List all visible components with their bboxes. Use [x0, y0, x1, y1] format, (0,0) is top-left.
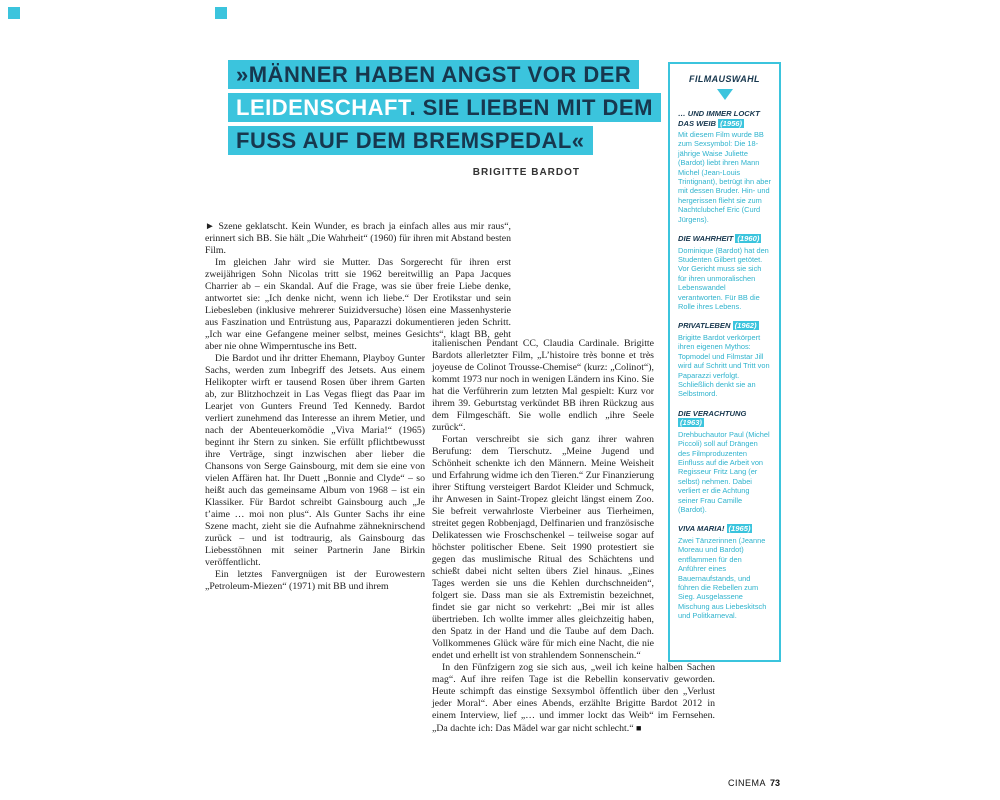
film-title [678, 234, 771, 244]
film-selection-sidebar [668, 62, 781, 662]
article-paragraph: Fortan verschreibt sie sich ganz ihrer wahren Berufung: dem Tierschutz. „Meine Jugend und Schönheit schenkte ich den Männern. Meine Weisheit und Erfahrung widme ich den Tieren.“ Zur Finanzierung ihrer Stiftung versteigert Bardot Kleider und Schmuck, ihr Anwesen in Saint-Tropez gleicht längst einem Zoo. Sie befreit verwahrloste Vierbeiner aus Tierheimen, streitet gegen Robbenjagd, Delfinarien und französische Delikatessen wie Froschschenkel – teilweise sogar auf höchster politischer Ebene. Seit 1990 protestiert sie gegen das muslimische Ritual des Schächtens und schießt dabei nicht selten übers Ziel hinaus. „Eines Tages werden sie uns die Kehlen durchschneiden“, folgert sie. Dass man sie als Extremistin bezeichnet, findet sie gar nicht so verkehrt: „Bei mir ist alles übertrieben. Ich wollte immer alles gleichzeitig haben, den Spatz in der Hand und die Taube auf dem Dach. Vollkommenes Glück wäre für mich eine Nacht, die nie endet und erhellt ist von strahlendem Sonnenschein.“ [432, 434, 655, 661]
film-name: VIVA MARIA! [678, 524, 725, 534]
quote-attribution: BRIGITTE BARDOT [472, 167, 580, 178]
corner-accent-square-left [8, 7, 20, 19]
article-closing-paragraph [432, 662, 715, 735]
pull-quote [228, 60, 653, 178]
quote-text-2: . SIE LIEBEN MIT DEM [409, 95, 653, 120]
article-paragraph: Im gleichen Jahr wird sie Mutter. Das Sorgerecht für ihren erst zweijährigen Sohn Nicolas tritt sie 1962 bereitwillig an Papa Jacques Charrier ab – ein Skandal. Auf die Frage, was sie über freie Liebe denke, antwortet sie: „Ich denke nicht, wenn ich liebe.“ Der Erotikstar und sein Liebesleben (inklusive mehrerer Suizidversuche) lösen eine Massenhysterie aus Faszination und Entrüstung aus, Paparazzi dokumentieren jeden Schritt. „Ich war eine Gefangene meiner selbst, meines Gesichts“, klagt BB, geht aber nie ohne Wimperntusche ins Bett. [205, 257, 511, 352]
film-description: Drehbuchautor Paul (Michel Piccoli) soll auf Drängen des Filmproduzenten Einfluss auf die Arbeit von Regisseur Fritz Lang (er selbst) nehmen. Dabei verliert er die Achtung seiner Frau Camille (Bardot). [678, 429, 770, 514]
quote-text-3: FUSS AUF DEM BREMSPEDAL« [236, 128, 585, 153]
film-year-badge: (1960) [737, 234, 760, 244]
quote-highlight-word: LEIDENSCHAFT [236, 95, 410, 120]
film-name: DIE WAHRHEIT [678, 234, 734, 244]
film-title [678, 109, 771, 128]
quote-text-1: »MÄNNER HABEN ANGST VOR DER [236, 62, 632, 87]
film-entry [678, 409, 771, 515]
page-number: 73 [769, 778, 780, 788]
closing-text: In den Fünfzigern zog sie sich aus, „weil ich keine halben Sachen mag“. Auf ihre reifen Tage ist die Rebellin konservativ geworden. Heute schimpft das einstige Sexsymbol öffentlich über den „Verlust jeder Moral“. Aber eines Abends, erzählte Brigitte Bardot 2012 in einem Interview, lief „… und immer lockt das Weib“ im Fernsehen. „Da dachte ich: Das Mädel war gar nicht schlecht.“ [432, 662, 715, 734]
article-end-mark: ■ [636, 723, 642, 733]
film-name: … UND IMMER LOCKT DAS WEIB [678, 109, 760, 128]
corner-accent-square-inner [215, 7, 227, 19]
film-description: Mit diesem Film wurde BB zum Sexsymbol: Die 18-jährige Waise Juliette (Bardot) liebt ihren Mann Michel (Jean-Louis Trintignant), betrügt ihn aber mit dessen Bruder. Hin- und hergerissen flieht sie zum Nachtclubchef Eric (Curd Jürgens). [678, 130, 771, 224]
film-name: PRIVATLEBEN [678, 321, 731, 331]
film-description: Zwei Tänzerinnen (Jeanne Moreau und Bardot) entflammen für den Anführer eines Bauernaufstands, und führen die Rebellen zum Sieg. Ausgelassene Mischung aus Liebeskitsch und Politkarneval. [678, 535, 767, 621]
film-title [678, 524, 771, 534]
film-year-badge: (1956) [720, 118, 743, 128]
film-entry [678, 109, 771, 224]
film-title [678, 321, 771, 331]
pull-quote-line-3 [228, 126, 593, 155]
film-name: DIE VERACHTUNG [678, 408, 747, 418]
film-entry [678, 234, 771, 311]
magazine-name: CINEMA [727, 778, 766, 788]
film-year-badge: (1963) [680, 418, 702, 428]
pull-quote-line-1 [228, 60, 639, 89]
article-paragraph: Die Bardot und ihr dritter Ehemann, Playboy Gunter Sachs, werden zum Inbegriff des Jetsets. Aus einem Helikopter wirft er tausend Rosen über ihrem Garten ab, zur Blitzhochzeit in Las Vegas fliegt das Paar im Learjet von Gunters Freund Ted Kennedy. Bardot verliert zunehmend das Interesse an ihrem Metier, und nach der Abenteuerkomödie „Viva Maria!“ (1965) beginnt ihr Stern zu sinken. Sie erfüllt pflichtbewusst ihre Verträge, singt inzwischen aber lieber die Chansons von Serge Gainsbourg, mit dem sie eine von vielen Affären hat. Ihr Duett „Bonnie and Clyde“ – so heißt auch das gemeinsame Album von 1968 – ist ein Klassiker. Für Bardot schreibt Gainsbourg auch „Je t’aime … moi non plus“. Als Gunter Sachs ihr eine Szene macht, zieht sie die Aufnahme zähneknirschend zurück – und ist todtraurig, als Gainsbourg das Liebesstöhnen mit seiner Partnerin Jane Birkin veröffentlicht. [205, 353, 425, 568]
film-year-badge: (1962) [734, 321, 757, 331]
film-entry [678, 524, 771, 620]
sidebar-title: FILMAUSWAHL [689, 74, 760, 84]
film-title [678, 409, 771, 428]
pull-quote-line-2 [228, 93, 661, 122]
film-entry [678, 321, 771, 398]
article-paragraph: Ein letztes Fanvergnügen ist der Eurowestern „Petroleum-Miezen“ (1971) mit BB und ihrem [205, 569, 425, 592]
film-year-badge: (1965) [728, 524, 751, 534]
down-triangle-icon [717, 89, 733, 100]
article-paragraph: ► Szene geklatscht. Kein Wunder, es brach ja einfach alles aus mir raus“, erinnert sich BB. Sie hält „Die Wahrheit“ (1960) für ihren mit Abstand besten Film. [205, 221, 511, 256]
film-description: Dominique (Bardot) hat den Studenten Gilbert getötet. Vor Gericht muss sie sich für ihren unmoralischen Lebenswandel verantworten. Für BB die Rolle ihres Lebens. [678, 245, 769, 311]
film-description: Brigitte Bardot verkörpert ihren eigenen Mythos: Topmodel und Filmstar Jill wird auf Schritt und Tritt von Paparazzi verfolgt. Schließlich denkt sie an Selbstmord. [678, 332, 770, 399]
article-paragraph: italienischen Pendant CC, Claudia Cardinale. Brigitte Bardots allerletzter Film, „L’histoire très bonne et très joyeuse de Colinot Trousse-Chemise“ (kurz: „Colinot“), kommt 1973 nur noch in wenigen Ländern ins Kino. Sie hat die Verführerin zum letzten Mal gespielt: Kurz vor ihrem 39. Geburtstag verkündet BB ihren Rückzug aus dem Filmgeschäft. Sie wolle endlich „ihre Seele zurück“. [432, 338, 654, 433]
page-footer [660, 778, 780, 788]
